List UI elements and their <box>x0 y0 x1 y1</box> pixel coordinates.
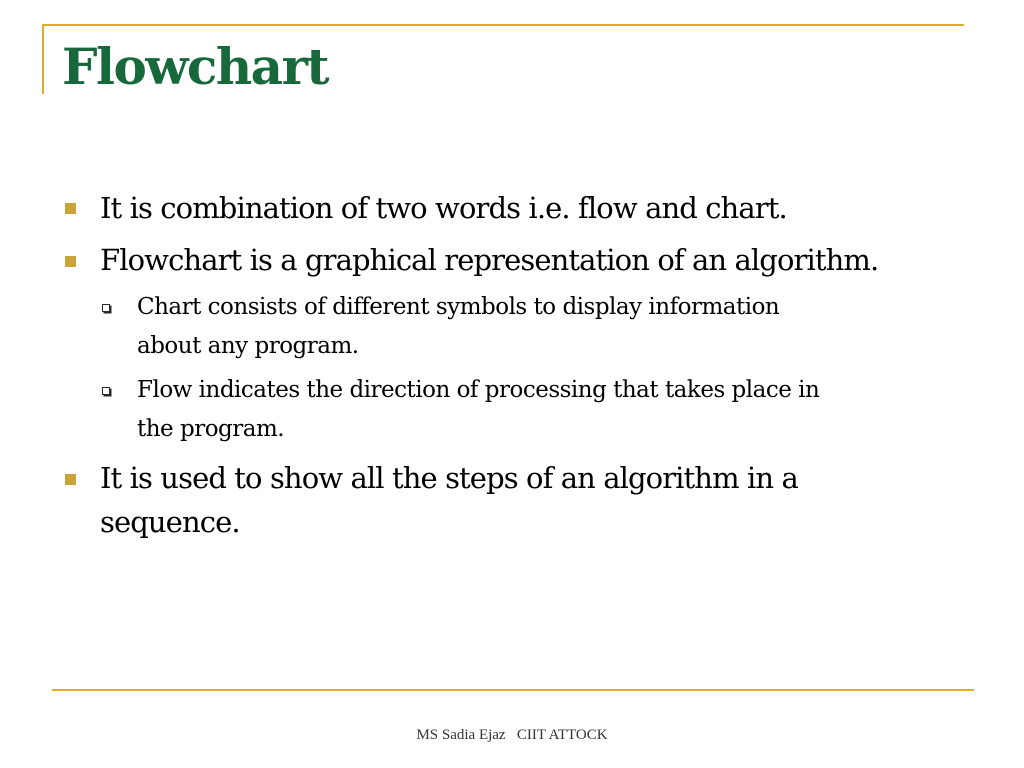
bullet-item <box>100 186 970 230</box>
bullet-line: It is combination of two words i.e. flow and chart. <box>100 191 787 225</box>
bullet-line: the program. <box>137 416 285 442</box>
bullet-item <box>100 456 970 544</box>
footer-institution: CIIT ATTOCK <box>516 727 608 743</box>
bullet-line: about any program. <box>137 333 359 359</box>
bullet-line: Flow indicates the direction of processing that takes place in <box>137 377 820 403</box>
footer-author: MS Sadia Ejaz <box>416 727 506 743</box>
bullet-line: Flowchart is a graphical representation of an algorithm. <box>100 243 879 277</box>
sub-bullet-item <box>137 371 937 449</box>
square-bullet-icon <box>65 203 76 214</box>
square-bullet-icon <box>65 474 76 485</box>
bullet-item <box>100 238 970 282</box>
bullet-line: sequence. <box>100 505 240 539</box>
footer-rule <box>52 689 974 691</box>
hollow-square-bullet-icon <box>102 304 110 312</box>
sub-bullet-item <box>137 288 937 366</box>
bullet-line: It is used to show all the steps of an algorithm in a <box>100 461 798 495</box>
bullet-line: Chart consists of different symbols to display information <box>137 294 780 320</box>
hollow-square-bullet-icon <box>102 387 110 395</box>
footer <box>0 727 1024 744</box>
square-bullet-icon <box>65 256 76 267</box>
slide-title: Flowchart <box>62 37 329 96</box>
